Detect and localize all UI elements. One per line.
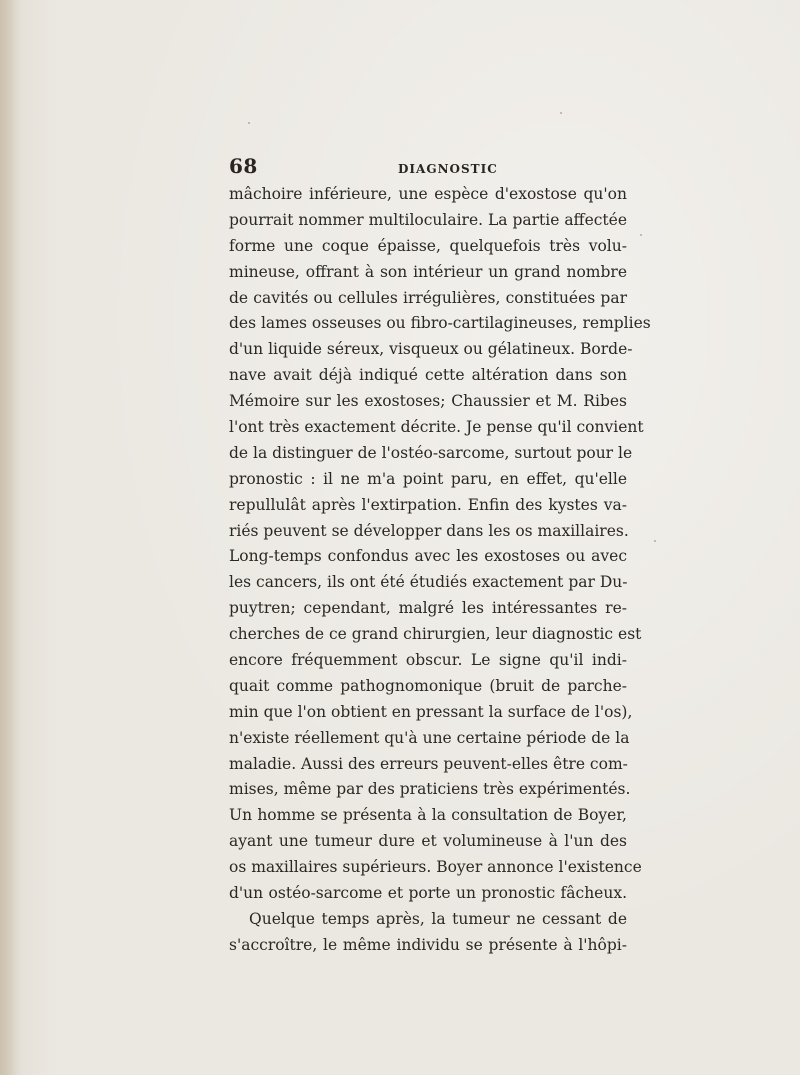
paper-speck <box>640 234 642 236</box>
page-gutter-shadow <box>0 0 18 1075</box>
page-number: 68 <box>229 154 258 178</box>
text-line: des lames osseuses ou fibro-cartilagineuses, remplies <box>229 314 651 333</box>
page-header <box>229 156 624 184</box>
text-line: Quelque temps après, la tumeur ne cessant de <box>249 909 627 928</box>
text-line: mâchoire inférieure, une espèce d'exostose qu'on <box>229 185 627 203</box>
text-line: mineuse, offrant à son intérieur un grand nombre <box>229 262 627 281</box>
text-line: os maxillaires supérieurs. Boyer annonce l'existence <box>229 858 642 877</box>
text-line: puytren; cependant, malgré les intéressantes re- <box>229 599 627 618</box>
text-line: de cavités ou cellules irrégulières, constituées par <box>229 288 627 307</box>
text-line: Un homme se présenta à la consultation de Boyer, <box>229 806 627 825</box>
paper-speck <box>560 112 562 114</box>
text-line: les cancers, ils ont été étudiés exactement par Du- <box>229 573 628 592</box>
text-line: quait comme pathognomonique (bruit de parche- <box>229 676 627 695</box>
body-text <box>229 182 651 959</box>
text-line: forme une coque épaisse, quelquefois très volu- <box>229 236 627 255</box>
paper-speck <box>654 540 656 542</box>
text-line: n'existe réellement qu'à une certaine période de la <box>229 728 630 747</box>
text-line: cherches de ce grand chirurgien, leur diagnostic est <box>229 625 642 644</box>
text-line: d'un liquide séreux, visqueux ou gélatineux. Borde- <box>229 340 633 359</box>
text-line: l'ont très exactement décrite. Je pense qu'il convient <box>229 418 644 437</box>
text-line: pourrait nommer multiloculaire. La partie affectée <box>229 210 627 229</box>
text-line: riés peuvent se développer dans les os maxillaires. <box>229 521 629 540</box>
text-line: Mémoire sur les exostoses; Chaussier et M. Ribes <box>229 392 627 411</box>
text-line: ayant une tumeur dure et volumineuse à l'un des <box>229 832 627 851</box>
text-line: Long-temps confondus avec les exostoses ou avec <box>229 547 627 566</box>
text-line: d'un ostéo-sarcome et porte un pronostic fâcheux. <box>229 884 627 903</box>
text-line: repullulât après l'extirpation. Enfin des kystes va- <box>229 495 627 514</box>
text-line: nave avait déjà indiqué cette altération dans son <box>229 366 627 385</box>
text-line: encore fréquemment obscur. Le signe qu'il indi- <box>229 651 627 670</box>
paper-speck <box>248 122 250 124</box>
text-line: min que l'on obtient en pressant la surface de l'os), <box>229 702 633 721</box>
text-line: mises, même par des praticiens très expérimentés. <box>229 780 631 799</box>
text-line: de la distinguer de l'ostéo-sarcome, surtout pour le <box>229 443 633 462</box>
text-line: s'accroître, le même individu se présente à l'hôpi- <box>229 935 627 954</box>
text-line: pronostic : il ne m'a point paru, en effet, qu'elle <box>229 469 627 488</box>
running-head: DIAGNOSTIC <box>398 162 498 176</box>
text-line: maladie. Aussi des erreurs peuvent-elles être com- <box>229 754 628 773</box>
